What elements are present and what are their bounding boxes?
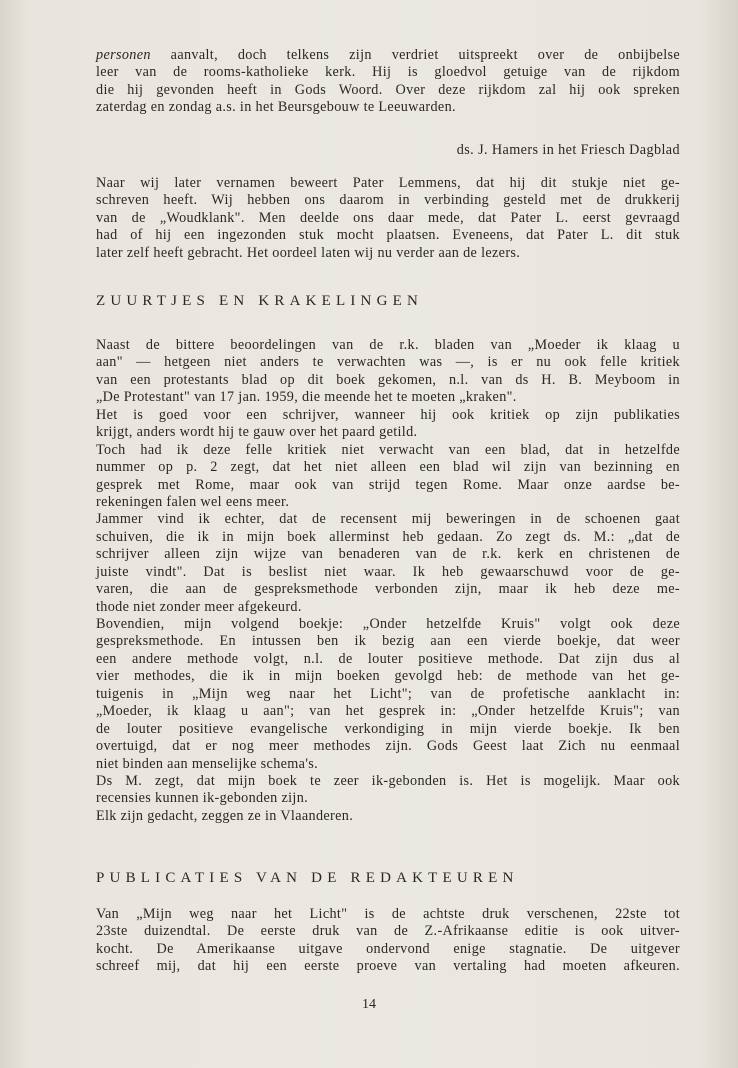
text-line: zaterdag en zondag a.s. in het Beursgebouw te Leeuwarden. (96, 99, 456, 116)
text-line: schreef mij, dat hij een eerste proeve van vertaling had moeten afkeuren. (96, 958, 680, 975)
text-line: rekeningen falen wel eens meer. (96, 493, 290, 510)
text-line: gesprek met Rome, maar ook van strijd tegen Rome. Maar onze aardse be- (96, 476, 680, 493)
text-line: 23ste duizendtal. De eerste druk van de Z.-Afrikaanse editie is ook uitver- (96, 923, 680, 940)
text-line: schreven heeft. Wij hebben ons daarom in verbinding gesteld met de drukkerij (96, 192, 680, 209)
text-line: van een protestants blad op dit boek gekomen, n.l. van ds H. B. Meyboom in (96, 371, 680, 388)
text-line: vier methodes, die ik in mijn boeken gevolgd heb: de methode van het ge- (96, 668, 680, 685)
text-line: niet binden aan menselijke schema's. (96, 755, 318, 772)
text-line: juiste vindt". Dat is beslist niet waar. Ik heb gewaarschuwd voor de ge- (96, 563, 680, 580)
text-line: had of hij een ingezonden stuk mocht plaatsen. Eveneens, dat Pater L. dit stuk (96, 227, 680, 244)
text-line: schuiven, die ik in mijn boek allerminst heb gedaan. Zo zegt ds. M.: „dat de (96, 528, 680, 545)
text-line: thode niet zonder meer afgekeurd. (96, 598, 302, 615)
section-body (96, 337, 680, 825)
text-line: gespreksmethode. En intussen ben ik bezig aan een vierde boekje, dat weer (96, 633, 680, 650)
text-line: Ds M. zegt, dat mijn boek te zeer ik-gebonden is. Het is mogelijk. Maar ook (96, 772, 680, 789)
text-line: Naast de bittere beoordelingen van de r.k. bladen van „Moeder ik klaag u (96, 337, 680, 353)
text-line: de louter positieve evangelische verkondiging in mijn vierde boekje. Ik ben (96, 720, 680, 737)
italic-word: personen (96, 47, 151, 63)
text-line: Van „Mijn weg naar het Licht" is de achtste druk verschenen, 22ste tot (96, 906, 680, 922)
section-heading: PUBLICATIES VAN DE REDAKTEUREN (96, 870, 519, 886)
text-line: nummer op p. 2 zegt, dat het niet alleen een blad wil zijn van bezinning en (96, 459, 680, 476)
text-line: krijgt, anders wordt hij te gauw over het paard getild. (96, 424, 418, 441)
text-line: Elk zijn gedacht, zeggen ze in Vlaanderen. (96, 807, 354, 824)
section-heading: ZUURTJES EN KRAKELINGEN (96, 293, 424, 309)
text-line: Naar wij later vernamen beweert Pater Lemmens, dat hij dit stukje niet ge- (96, 175, 680, 191)
text-line: Jammer vind ik echter, dat de recensent mij beweringen in de schoenen gaat (96, 511, 680, 528)
note-paragraph (96, 175, 680, 262)
text-line: recensies kunnen ik-gebonden zijn. (96, 790, 309, 807)
text-line: later zelf heeft gebracht. Het oordeel laten wij nu verder aan de lezers. (96, 244, 521, 261)
text-line: aan" — hetgeen niet anders te verwachten was —, is er nu ook felle kritiek (96, 354, 680, 371)
text-line: Toch had ik deze felle kritiek niet verwacht van een blad, dat in hetzelfde (96, 441, 680, 458)
text-line: personen aanvalt, doch telkens zijn verdriet uitspreekt over de onbijbelse (96, 47, 680, 63)
text-line: „Moeder, ik klaag u aan"; van het gesprek in: „Onder hetzelfde Kruis"; van (96, 703, 680, 720)
text-line: van de „Woudklank". Men deelde ons daar mede, dat Pater L. eerst gevraagd (96, 209, 680, 226)
text-line: overtuigd, dat er nog meer methodes zijn. Gods Geest laat Zich nu eenmaal (96, 738, 680, 755)
text-line: Het is goed voor een schrijver, wanneer hij ook kritiek op zijn publikaties (96, 406, 680, 423)
text-line: „De Protestant" van 17 jan. 1959, die meende het te moeten „kraken". (96, 389, 517, 406)
text-line: leer van de rooms-katholieke kerk. Hij is gloedvol getuige van de rijkdom (96, 64, 680, 81)
section-body (96, 906, 680, 976)
text-line: Bovendien, mijn volgend boekje: „Onder hetzelfde Kruis" volgt ook deze (96, 616, 680, 632)
text-line: een andere methode volgt, n.l. de louter positieve methode. Dat zijn dus al (96, 650, 680, 667)
signature: ds. J. Hamers in het Friesch Dagblad (456, 142, 680, 158)
page-number: 14 (362, 997, 376, 1012)
intro-paragraph (96, 47, 680, 117)
text-line: varen, die aan de gespreksmethode verbonden zijn, maar ik heb deze me- (96, 581, 680, 598)
text-line: schrijver alleen zijn wijze van benaderen van de r.k. kerk en christenen de (96, 546, 680, 563)
text-line: kocht. De Amerikaanse uitgave ondervond enige stagnatie. De uitgever (96, 940, 680, 957)
text-line: tuigenis in „Mijn weg naar het Licht"; van de profetische aanklacht in: (96, 685, 680, 702)
text-line: die hij gevonden heeft in Gods Woord. Over deze rijkdom zal hij ook spreken (96, 81, 680, 98)
